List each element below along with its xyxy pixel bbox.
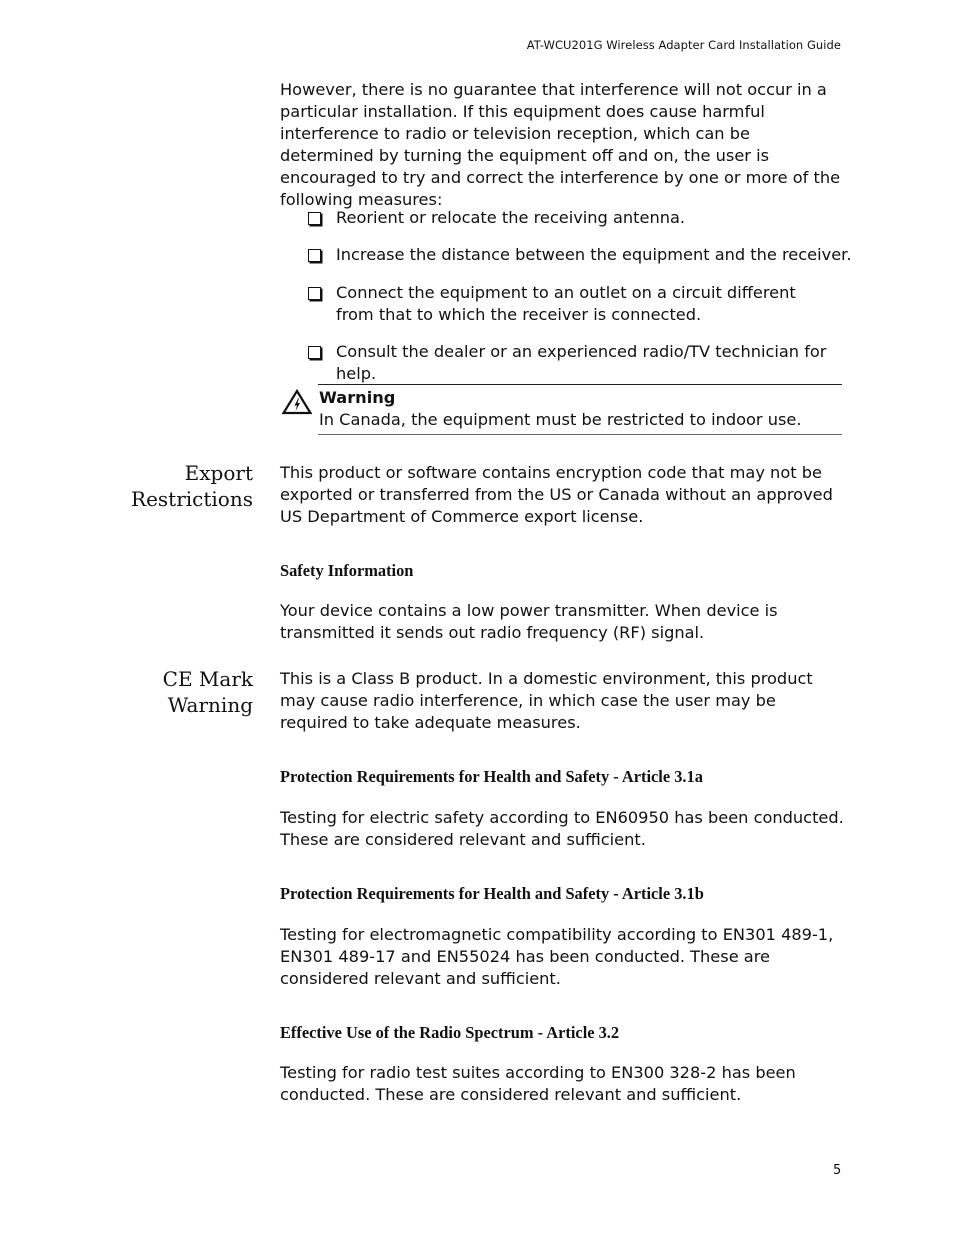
ce-paragraph: This is a Class B product. In a domestic environment, this product may cause radio interference, in which case the user may be required to take adequate measures.	[280, 669, 813, 732]
checkbox-bullet-icon	[308, 287, 321, 300]
list-item	[308, 282, 853, 326]
list-item-text: Reorient or relocate the receiving antenna.	[336, 208, 686, 227]
warning-title: Warning	[319, 388, 396, 407]
safety-paragraph: Your device contains a low power transmitter. When device is transmitted it sends out radio frequency (RF) signal.	[280, 601, 778, 642]
list-item	[308, 341, 853, 383]
article-3-1a-heading: Protection Requirements for Health and Safety - Article 3.1a	[280, 767, 703, 786]
article-3-1b-heading: Protection Requirements for Health and Safety - Article 3.1b	[280, 884, 704, 903]
list-item-text: Connect the equipment to an outlet on a circuit different from that to which the receiver is connected.	[336, 283, 796, 324]
list-item	[308, 207, 853, 229]
export-restrictions-heading: Export Restrictions	[131, 461, 253, 511]
warning-text: In Canada, the equipment must be restricted to indoor use.	[319, 410, 802, 429]
intro-paragraph: However, there is no guarantee that interference will not occur in a particular installation. If this equipment does cause harmful interference to radio or television reception, which can be determined by turning the equipment off and on, the user is encouraged to try and correct the interference by one or more of the following measures:	[280, 80, 841, 209]
list-item	[308, 244, 853, 266]
export-paragraph: This product or software contains encryption code that may not be exported or transferred from the US or Canada without an approved US Department of Commerce export license.	[280, 463, 833, 526]
article-3-1a-paragraph: Testing for electric safety according to EN60950 has been conducted. These are considered relevant and sufficient.	[280, 808, 844, 849]
warning-bottom-rule	[318, 434, 842, 435]
safety-heading: Safety Information	[280, 561, 414, 580]
warning-top-rule	[318, 384, 842, 385]
article-3-2-paragraph: Testing for radio test suites according to EN300 328-2 has been conducted. These are considered relevant and sufficient.	[280, 1063, 796, 1104]
article-3-2-heading: Effective Use of the Radio Spectrum - Article 3.2	[280, 1023, 620, 1042]
ce-mark-warning-heading: CE Mark Warning	[162, 667, 253, 717]
warning-triangle-icon	[282, 389, 312, 415]
running-header: AT-WCU201G Wireless Adapter Card Installation Guide	[526, 38, 841, 52]
checkbox-bullet-icon	[308, 249, 321, 262]
checkbox-bullet-icon	[308, 346, 321, 359]
checkbox-bullet-icon	[308, 212, 321, 225]
list-item-text: Consult the dealer or an experienced radio/TV technician for help.	[336, 342, 827, 383]
article-3-1b-paragraph: Testing for electromagnetic compatibility according to EN301 489-1, EN301 489-17 and EN55024 has been conducted. These are considered relevant and sufficient.	[280, 925, 834, 988]
page-number: 5	[833, 1163, 842, 1178]
list-item-text: Increase the distance between the equipment and the receiver.	[336, 245, 852, 264]
